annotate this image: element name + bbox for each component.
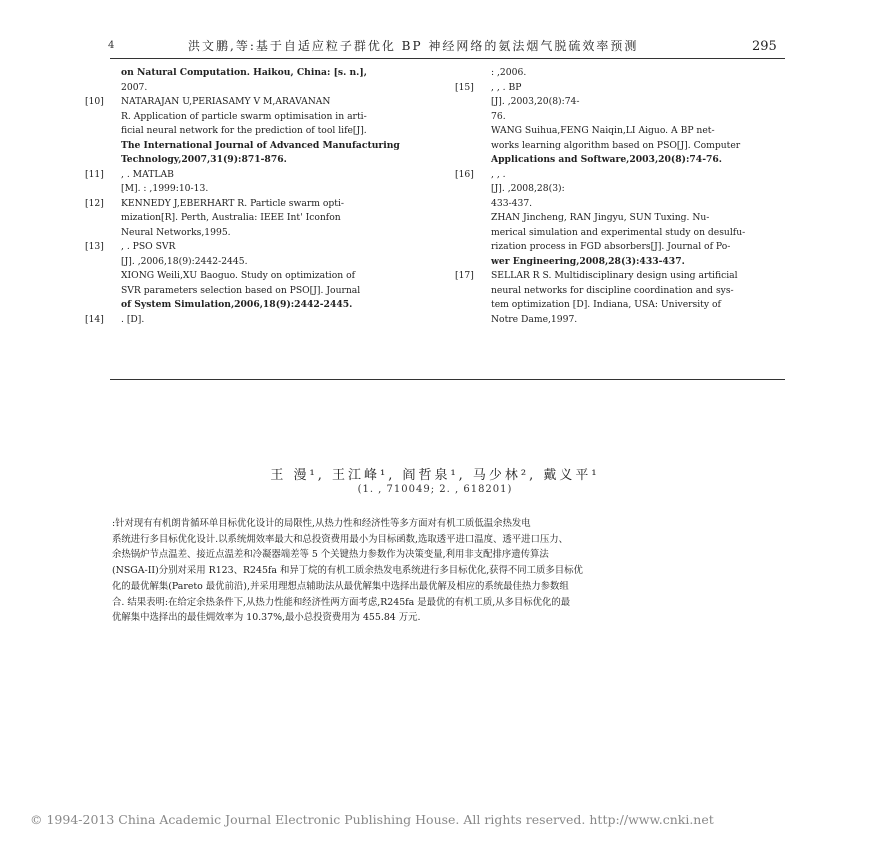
reference-line: 76. bbox=[491, 110, 506, 122]
reference-line: WANG Suihua,FENG Naiqin,LI Aiguo. A BP net- bbox=[491, 125, 715, 136]
reference-line: KENNEDY J,EBERHART R. Particle swarm opti- bbox=[121, 197, 345, 209]
reference-line: merical simulation and experimental study on desulfu- bbox=[491, 226, 746, 238]
abstract-line: 优解集中选择出的最佳㶲效率为 10.37%,最小总投资费用为 455.84 万元. bbox=[112, 612, 421, 624]
reference-entry bbox=[85, 95, 400, 168]
reference-line: tem optimization [D]. Indiana, USA: University of bbox=[491, 299, 721, 310]
reference-line: on Natural Computation. Haikou, China: [s. n.], bbox=[121, 67, 367, 78]
reference-line: The International Journal of Advanced Manufacturing bbox=[121, 139, 400, 151]
reference-line: Technology,2007,31(9):871-876. bbox=[121, 154, 287, 165]
reference-line: , . MATLAB bbox=[121, 168, 174, 180]
copyright-footer: © 1994-2013 China Academic Journal Electronic Publishing House. All rights reserved. http://www.cnki.net bbox=[30, 812, 714, 827]
reference-entry bbox=[85, 313, 385, 328]
reference-number: [17] bbox=[455, 270, 474, 281]
reference-line: of System Simulation,2006,18(9):2442-2445. bbox=[121, 299, 353, 310]
reference-line: neural networks for discipline coordination and sys- bbox=[491, 284, 734, 296]
reference-line: NATARAJAN U,PERIASAMY V M,ARAVANAN bbox=[121, 96, 331, 107]
reference-entry bbox=[85, 240, 385, 313]
reference-line: , . PSO SVR bbox=[121, 241, 176, 252]
reference-line: , , . bbox=[491, 168, 506, 180]
reference-line: works learning algorithm based on PSO[J]. Computer bbox=[491, 139, 741, 151]
reference-line: Applications and Software,2003,20(8):74-76. bbox=[491, 154, 722, 165]
reference-line: : ,2006. bbox=[491, 67, 527, 78]
abstract-line: 余热锅炉节点温差、接近点温差和冷凝器端差等 5 个关键热力参数作为决策变量,利用非支配排序遗传算法 bbox=[112, 549, 549, 561]
section-divider bbox=[110, 379, 785, 380]
running-header-title: 洪文鹏,等:基于自适应粒子群优化 BP 神经网络的氨法烟气脱硫效率预测 bbox=[188, 39, 639, 53]
abstract-line: (NSGA-II)分别对采用 R123、R245fa 和异丁烷的有机工质余热发电系统进行多目标优化,获得不同工质多目标优 bbox=[112, 565, 583, 577]
reference-line: wer Engineering,2008,28(3):433-437. bbox=[491, 255, 685, 267]
reference-entry bbox=[85, 168, 385, 197]
references-right-column bbox=[455, 66, 787, 327]
abstract-line: 合. 结果表明:在给定余热条件下,从热力性能和经济性两方面考虑,R245fa 是最优的有机工质,从多目标优化的最 bbox=[112, 596, 571, 608]
abstract-line: :针对现有有机朗肯循环单目标优化设计的局限性,从热力性和经济性等多方面对有机工质低温余热发电 bbox=[112, 518, 531, 529]
reference-number: [13] bbox=[85, 241, 104, 252]
reference-entry bbox=[455, 66, 787, 81]
reference-line: Notre Dame,1997. bbox=[491, 313, 578, 325]
reference-entry bbox=[455, 81, 787, 168]
reference-number: [12] bbox=[85, 197, 104, 209]
reference-line: SELLAR R S. Multidisciplinary design using artificial bbox=[491, 270, 738, 281]
reference-line: [J]. ,2006,18(9):2442-2445. bbox=[121, 255, 248, 267]
reference-entry bbox=[85, 197, 385, 241]
reference-entry bbox=[455, 168, 787, 270]
reference-number: [16] bbox=[455, 168, 474, 180]
reference-line: SVR parameters selection based on PSO[J]. Journal bbox=[121, 284, 361, 296]
author-list: 王 漫¹, 王江峰¹, 阎哲泉¹, 马少林², 戴义平¹ bbox=[270, 468, 600, 483]
affiliations: (1. , 710049; 2. , 618201) bbox=[357, 484, 513, 495]
reference-line: ZHAN Jincheng, RAN Jingyu, SUN Tuxing. Nu- bbox=[491, 212, 710, 223]
reference-entry bbox=[455, 269, 787, 327]
reference-number: [10] bbox=[85, 96, 104, 107]
reference-line: XIONG Weili,XU Baoguo. Study on optimization of bbox=[121, 270, 356, 281]
reference-line: , , . BP bbox=[491, 81, 522, 93]
reference-line: 433-437. bbox=[491, 197, 533, 209]
reference-number: [14] bbox=[85, 313, 104, 325]
abstract bbox=[112, 516, 784, 626]
header-rule bbox=[110, 58, 785, 59]
reference-line: R. Application of particle swarm optimisation in arti- bbox=[121, 110, 367, 122]
reference-line: ficial neural network for the prediction of tool life[J]. bbox=[121, 125, 367, 136]
header-left-mark: 4 bbox=[108, 40, 115, 51]
abstract-line: 化的最优解集(Pareto 最优前沿),并采用理想点辅助法从最优解集中选择出最优解及相应的系统最佳热力参数组 bbox=[112, 580, 569, 592]
reference-line: [M]. : ,1999:10-13. bbox=[121, 183, 209, 194]
abstract-line: 系统进行多目标优化设计.以系统㶲效率最大和总投资费用最小为目标函数,选取透平进口温度、透平进口压力、 bbox=[112, 533, 568, 545]
reference-line: [J]. ,2008,28(3): bbox=[491, 183, 565, 194]
reference-number: [11] bbox=[85, 168, 104, 180]
references-left-column bbox=[85, 66, 400, 327]
reference-line: mization[R]. Perth, Australia: IEEE Int' Iconfon bbox=[121, 212, 341, 223]
page-number: 295 bbox=[752, 39, 777, 54]
reference-line: rization process in FGD absorbers[J]. Journal of Po- bbox=[491, 241, 731, 252]
reference-number: [15] bbox=[455, 81, 474, 93]
reference-entry bbox=[85, 66, 385, 95]
reference-line: 2007. bbox=[121, 81, 148, 93]
reference-line: . [D]. bbox=[121, 313, 145, 325]
reference-line: Neural Networks,1995. bbox=[121, 226, 231, 238]
reference-line: [J]. ,2003,20(8):74- bbox=[491, 96, 580, 107]
